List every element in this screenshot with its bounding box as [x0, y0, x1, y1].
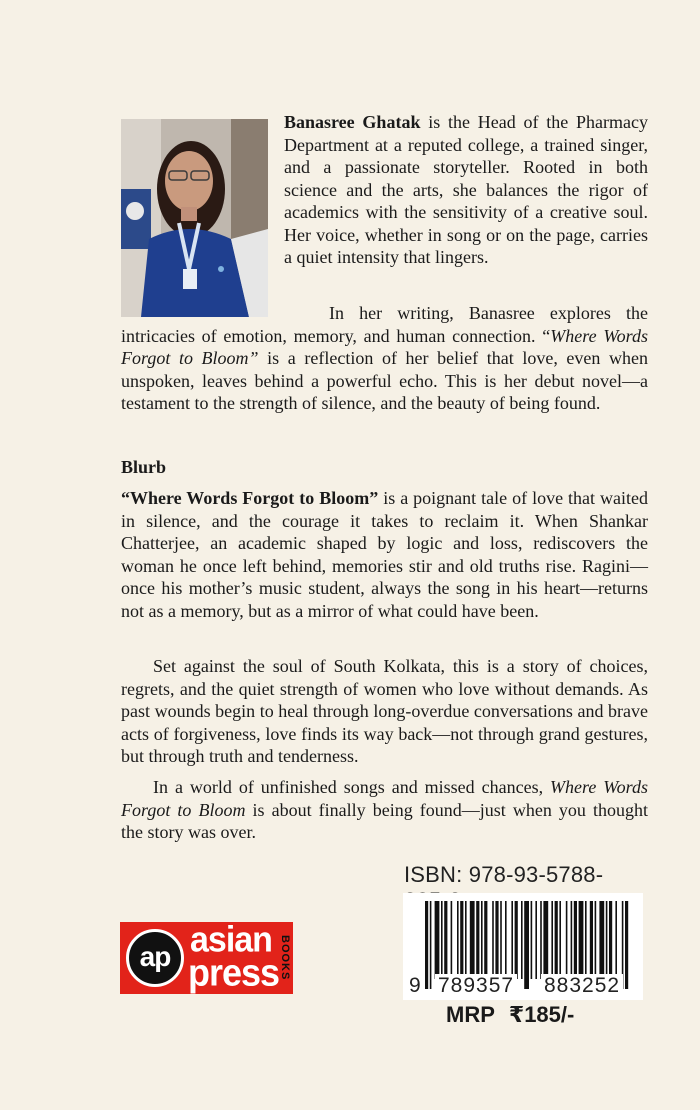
blurb-paragraph-1-text: is a poignant tale of love that waited in silence, and the courage it takes to reclaim it. When Shankar Chatterjee, an academic shaped by logic and loss, rediscovers the woman he once left behind, memories stir and old truths rise. Ragini—once his mother’s music student, always the song in his heart—returns not as a memory, but as a mirror of what could have been.	[121, 488, 648, 621]
publisher-logo	[120, 922, 293, 994]
barcode-digit-lead: 9	[409, 974, 421, 997]
author-portrait-image	[121, 119, 268, 317]
publisher-word-books: BOOKS	[279, 935, 291, 981]
barcode-digits-right: 883252	[541, 974, 623, 998]
barcode-digits	[403, 972, 643, 1000]
writing-text-start: In her writing, Banasree explores the intricacies of emotion, memory, and human connection. “	[121, 303, 648, 346]
author-name: Banasree Ghatak	[284, 112, 421, 132]
author-bio-text: is the Head of the Pharmacy Department at a reputed college, a trained singer, and a passionate storyteller. Rooted in both science and the arts, she balances the rigor of academics with the sensitivity of a creative soul. Her voice, whether in song or on the page, carries a quiet intensity that lingers.	[284, 112, 648, 267]
blurb-paragraph-3-title: Where Words Forgot to Bloom	[121, 777, 648, 820]
publisher-word-press: press	[188, 950, 280, 994]
author-writing-paragraph	[121, 302, 648, 415]
author-bio	[284, 111, 648, 269]
publisher-monogram: ap	[126, 929, 184, 987]
book-title-italic: Where Words Forgot to Bloom”	[121, 325, 648, 368]
publisher-word-asian: asian	[190, 920, 272, 960]
isbn-label: ISBN: 978-93-5788-	[404, 862, 604, 887]
blurb-paragraph-3-end: is about finally being found—just when you thought the story was over.	[121, 799, 648, 842]
blurb-heading: Blurb	[121, 457, 167, 477]
price-label: MRP	[446, 1002, 495, 1027]
blurb-paragraph-2: Set against the soul of South Kolkata, this is a story of choices, regrets, and the quiet strength of women who love without demands. As past wounds begin to heal through long-overdue conversations and brave acts of forgiveness, love finds its way back—not through grand gestures, but through truth and tenderness.	[121, 656, 648, 766]
blurb-book-title: “Where Words Forgot to Bloom”	[121, 488, 379, 508]
author-photo	[121, 119, 268, 317]
price	[446, 1002, 574, 1028]
blurb-paragraph-3	[121, 776, 648, 844]
barcode-digits-left: 789357	[435, 974, 517, 998]
blurb-paragraph-3-start: In a world of unfinished songs and missed chances,	[153, 777, 551, 797]
blurb-paragraph-1	[121, 487, 648, 622]
writing-text-end: is a reflection of her belief that love, even when unspoken, leaves behind a powerful echo. This is her debut novel—a testament to the strength of silence, and the beauty of being found.	[121, 348, 648, 413]
price-value: ₹185/-	[508, 1002, 575, 1027]
